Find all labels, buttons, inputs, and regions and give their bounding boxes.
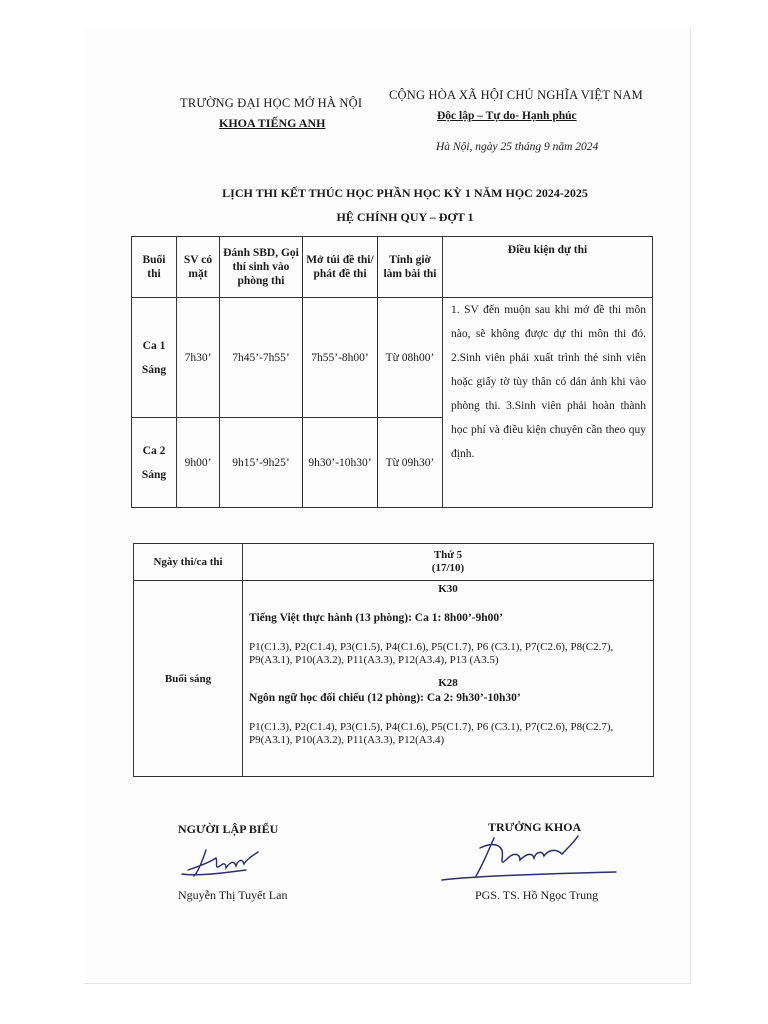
table-cell: 9h15’-9h25’	[220, 418, 303, 508]
country-name: CỘNG HÒA XÃ HỘI CHỦ NGHĨA VIỆT NAM	[389, 88, 643, 102]
header-cell: Tính giờ làm bài thi	[378, 237, 443, 298]
national-motto: Độc lập – Tự do- Hạnh phúc	[437, 110, 577, 122]
room-list: P1(C1.3), P2(C1.4), P3(C1.5), P4(C1.6), P5(C1.7), P6 (C3.1), P7(C2.6), P8(C2.7), P9(A3.1), P10(A3.2), P11(A3.3), P12(A3.4)	[249, 721, 614, 746]
table-cell: 7h30’	[177, 298, 220, 418]
table-row	[132, 298, 653, 418]
cohort-label: K30	[438, 583, 458, 595]
header-cell: Ngày thi/ca thi	[134, 544, 243, 581]
day-date: (17/10)	[431, 562, 465, 574]
preparer-signature	[176, 840, 276, 882]
department-name: KHOA TIẾNG ANH	[219, 116, 326, 130]
table-cell: Từ 08h00’	[378, 298, 443, 418]
header-cell: Đánh SBD, Gọi thí sinh vào phòng thi	[220, 237, 303, 298]
table-header-row	[134, 544, 654, 581]
conditions-cell: 1. SV đến muộn sau khi mở đề thi môn nào, sẽ không được dự thi môn thi đó. 2.Sinh viên phải xuất trình thẻ sinh viên hoặc giấy tờ tùy thân có dán ảnh khi vào phòng thi. 3.Sinh viên phải hoàn thành học phí và điều kiện chuyên cần theo quy định.	[443, 298, 653, 508]
table-header-row	[132, 237, 653, 298]
header-cell: Điều kiện dự thi	[443, 237, 653, 298]
dean-name: PGS. TS. Hồ Ngọc Trung	[475, 888, 599, 902]
subject-line: Tiếng Việt thực hành (13 phòng): Ca 1: 8h00’-9h00’	[249, 612, 503, 624]
table-cell: 7h45’-7h55’	[220, 298, 303, 418]
table-cell: Từ 09h30’	[378, 418, 443, 508]
table-cell: 9h00’	[177, 418, 220, 508]
table-cell: 7h55’-8h00’	[303, 298, 378, 418]
day-name: Thứ 5	[433, 549, 463, 561]
exam-session-table	[131, 236, 653, 508]
header-cell: Buổi thi	[132, 237, 177, 298]
header-cell: Mở túi đề thi/ phát đề thi	[303, 237, 378, 298]
table-cell: 9h30’-10h30’	[303, 418, 378, 508]
preparer-title: NGƯỜI LẬP BIỂU	[178, 822, 279, 836]
row-label: Buổi sáng	[134, 581, 243, 777]
document-subtitle: HỆ CHÍNH QUY – ĐỢT 1	[336, 210, 474, 224]
day-header	[243, 544, 654, 581]
dean-title: TRƯỞNG KHOA	[488, 820, 582, 834]
table-row	[134, 581, 654, 777]
room-list: P1(C1.3), P2(C1.4), P3(C1.5), P4(C1.6), P5(C1.7), P6 (C3.1), P7(C2.6), P8(C2.7), P9(A3.1), P10(A3.2), P11(A3.3), P12(A3.4), P13 (A3.5)	[249, 641, 614, 666]
session-cell: Ca 2 Sáng	[132, 418, 177, 508]
cohort-label: K28	[438, 677, 458, 689]
session-cell: Ca 1 Sáng	[132, 298, 177, 418]
exam-detail-cell	[243, 581, 654, 777]
subject-line: Ngôn ngữ học đối chiếu (12 phòng): Ca 2: 9h30’-10h30’	[249, 692, 521, 704]
preparer-name: Nguyễn Thị Tuyết Lan	[178, 888, 288, 902]
header-cell: SV có mặt	[177, 237, 220, 298]
university-name: TRƯỜNG ĐẠI HỌC MỞ HÀ NỘI	[180, 96, 363, 110]
dean-signature	[438, 828, 618, 888]
document-title: LỊCH THI KẾT THÚC HỌC PHẦN HỌC KỲ 1 NĂM HỌC 2024-2025	[222, 186, 588, 200]
document-date: Hà Nội, ngày 25 tháng 9 năm 2024	[436, 141, 599, 153]
exam-date-table	[133, 543, 654, 777]
